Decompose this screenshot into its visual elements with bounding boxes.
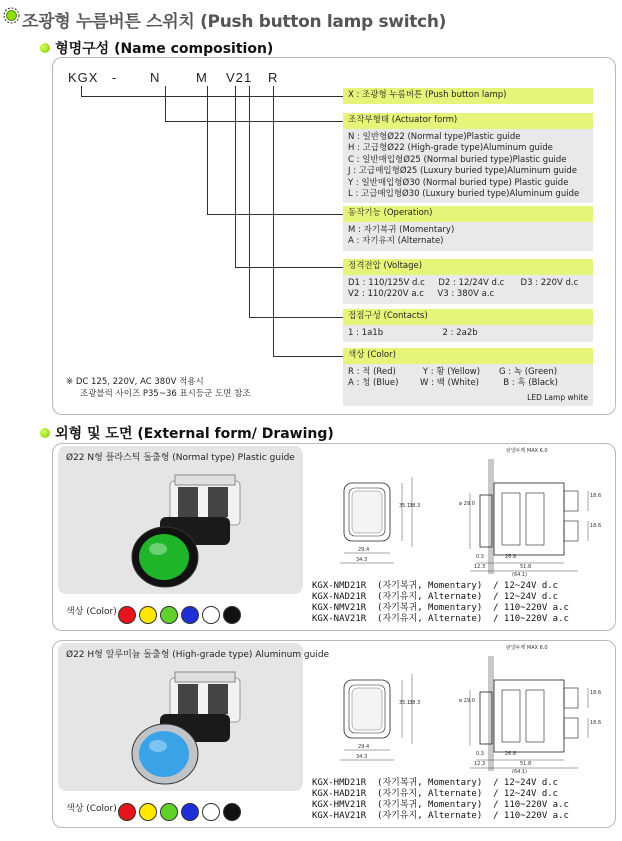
color-swatch xyxy=(160,606,178,624)
group-detail-line: Y : 일반매입형Ø30 (Normal buried type) Plastic guide xyxy=(348,177,569,188)
push-button-photo xyxy=(120,473,250,597)
group-detail-line: V2 : 110/220V a.c V3 : 380V a.c xyxy=(348,289,495,300)
dimension-label: 18.6 xyxy=(590,720,602,726)
model-line: KGX-HAV21R (자기유지, Alternate) / 110~220V a.c xyxy=(312,811,569,821)
connector-line xyxy=(249,317,343,318)
footnote-line: ※ DC 125, 220V, AC 380V 적용시 xyxy=(66,377,204,387)
code-letter: N xyxy=(150,70,161,85)
dimension-label: 26.8 xyxy=(505,751,517,757)
group-detail-line: A : 자기유지 (Alternate) xyxy=(348,236,444,247)
name-composition-heading xyxy=(40,38,273,58)
section-heading: 형명구성 (Name composition) xyxy=(55,41,274,57)
dimension-label: 34.3 xyxy=(356,754,368,760)
model-line: KGX-NMD21R (자기복귀, Momentary) / 12~24V d.c xyxy=(312,581,559,591)
color-swatches xyxy=(118,803,244,825)
color-swatch xyxy=(139,803,157,821)
group-heading: 색상 (Color) xyxy=(343,348,593,364)
dimension-label: ø 29.0 xyxy=(459,698,475,704)
code-letter: M xyxy=(196,70,208,85)
color-swatch xyxy=(160,803,178,821)
group-detail-box xyxy=(343,275,593,304)
group-detail-line: M : 자기복귀 (Momentary) xyxy=(348,225,455,235)
group-detail-line: H : 고급형Ø22 (High-grade type)Aluminum guide xyxy=(348,143,553,154)
page-title: 조광형 누름버튼 스위치 (Push button lamp switch) xyxy=(22,12,447,32)
section-heading: 외형 및 도면 (External form/ Drawing) xyxy=(55,426,334,442)
dimension-label: 29.4 xyxy=(358,547,370,553)
dimension-label: 12.3 xyxy=(474,564,486,570)
dimension-label: 26.8 xyxy=(505,554,517,560)
dimension-label: 18.6 xyxy=(590,690,602,696)
group-detail-box xyxy=(343,325,593,342)
code-letter: V2 xyxy=(226,70,244,85)
bullet-icon xyxy=(40,43,50,53)
group-heading: 접점구성 (Contacts) xyxy=(343,309,593,325)
color-label: 색상 (Color) xyxy=(66,804,117,814)
connector-line xyxy=(81,86,82,96)
connector-line xyxy=(207,86,208,214)
dimension-label: (64.1) xyxy=(512,572,528,578)
group-detail-line: D1 : 110/125V d.c D2 : 12/24V d.c D3 : 220V d.c xyxy=(348,278,579,288)
color-swatch xyxy=(202,606,220,624)
footnote-line: 조광블럭 사이즈 P35~36 표시등군 도면 참조 xyxy=(80,389,251,399)
dimension-label: 0.3 xyxy=(476,554,484,560)
group-detail-line: R : 적 (Red) Y : 황 (Yellow) G : 녹 (Green) xyxy=(348,367,558,377)
dimension-label: 51.8 xyxy=(520,564,532,570)
dimension-label: 18.6 xyxy=(590,523,602,529)
dimension-label: 0.3 xyxy=(476,751,484,757)
dimension-label: 38.3 xyxy=(409,700,421,706)
group-heading: 조작부형태 (Actuator form) xyxy=(343,113,593,129)
connector-line xyxy=(235,86,236,267)
front-view-drawing xyxy=(330,666,430,780)
model-line: KGX-HMV21R (자기복귀, Momentary) / 110~220V a.c xyxy=(312,800,569,810)
dimension-label: 51.8 xyxy=(520,761,532,767)
group-detail-box xyxy=(343,129,593,203)
connector-line xyxy=(165,121,343,122)
panel-thickness-note: 판넬두께 MAX 6.0 xyxy=(506,448,548,454)
group-detail-line: L : 고급매입형Ø30 (Luxury buried type)Aluminum guide xyxy=(348,189,580,200)
model-list xyxy=(312,581,612,625)
color-swatch xyxy=(202,803,220,821)
model-line: KGX-HMD21R (자기복귀, Momentary) / 12~24V d.c xyxy=(312,778,559,788)
model-line: KGX-NMV21R (자기복귀, Momentary) / 110~220V a.c xyxy=(312,603,569,613)
group-heading: 동작기능 (Operation) xyxy=(343,206,593,222)
color-label: 색상 (Color) xyxy=(66,607,117,617)
external-heading xyxy=(40,423,334,443)
group-detail-line: C : 일반매입형Ø25 (Normal buried type)Plastic guide xyxy=(348,154,567,165)
group-detail-line: A : 청 (Blue) W : 백 (White) B : 흑 (Black) xyxy=(348,378,558,389)
connector-line xyxy=(273,86,274,356)
color-swatch xyxy=(181,803,199,821)
dimension-label: 35.1 xyxy=(399,503,411,509)
group-detail-box xyxy=(343,222,593,251)
side-view-drawing xyxy=(440,650,600,779)
connector-line xyxy=(165,86,166,121)
color-swatch xyxy=(223,803,241,821)
dimension-label: 34.3 xyxy=(356,557,368,563)
color-swatch xyxy=(118,606,136,624)
group-detail-line: 1 : 1a1b 2 : 2a2b xyxy=(348,328,478,338)
push-button-photo xyxy=(120,670,250,794)
dimension-label: 12.3 xyxy=(474,761,486,767)
dimension-label: 29.4 xyxy=(358,744,370,750)
panel-thickness-note: 판넬두께 MAX 6.0 xyxy=(506,645,548,651)
model-list xyxy=(312,778,612,822)
footnote xyxy=(66,376,251,400)
dimension-label: (64.1) xyxy=(512,769,528,775)
group-heading: X : 조광형 누름버튼 (Push button lamp) xyxy=(343,88,593,104)
product-caption: Ø22 N형 플라스틱 돌출형 (Normal type) Plastic guide xyxy=(66,453,295,463)
model-line: KGX-NAV21R (자기유지, Alternate) / 110~220V a.c xyxy=(312,614,569,624)
logo-icon xyxy=(3,7,20,24)
front-view-drawing xyxy=(330,469,430,583)
code-letter: - xyxy=(112,70,118,85)
color-swatch xyxy=(181,606,199,624)
color-swatches xyxy=(118,606,244,628)
color-swatch xyxy=(223,606,241,624)
group-detail-line: J : 고급매입형Ø25 (Luxury buried type)Aluminum guide xyxy=(348,166,577,177)
model-line: KGX-NAD21R (자기유지, Alternate) / 12~24V d.c xyxy=(312,592,559,602)
group-detail-box xyxy=(343,364,593,406)
side-view-drawing xyxy=(440,453,600,582)
group-footer: LED Lamp white xyxy=(527,392,588,402)
model-line: KGX-HAD21R (자기유지, Alternate) / 12~24V d.c xyxy=(312,789,559,799)
code-letter: KGX xyxy=(68,70,99,85)
code-letter: 1 xyxy=(244,70,253,85)
dimension-label: 38.3 xyxy=(409,503,421,509)
color-swatch xyxy=(118,803,136,821)
connector-line xyxy=(235,267,343,268)
connector-line xyxy=(81,96,343,97)
connector-line xyxy=(207,214,343,215)
dimension-label: 18.6 xyxy=(590,493,602,499)
product-caption: Ø22 H형 알루미늄 돌출형 (High-grade type) Aluminum guide xyxy=(66,650,330,660)
connector-line xyxy=(273,356,343,357)
connector-line xyxy=(249,86,250,317)
dimension-label: 35.1 xyxy=(399,700,411,706)
color-swatch xyxy=(139,606,157,624)
dimension-label: ø 29.0 xyxy=(459,501,475,507)
group-heading: 정격전압 (Voltage) xyxy=(343,259,593,275)
bullet-icon xyxy=(40,428,50,438)
code-letter: R xyxy=(268,70,279,85)
group-detail-line: N : 일반형Ø22 (Normal type)Plastic guide xyxy=(348,132,521,142)
